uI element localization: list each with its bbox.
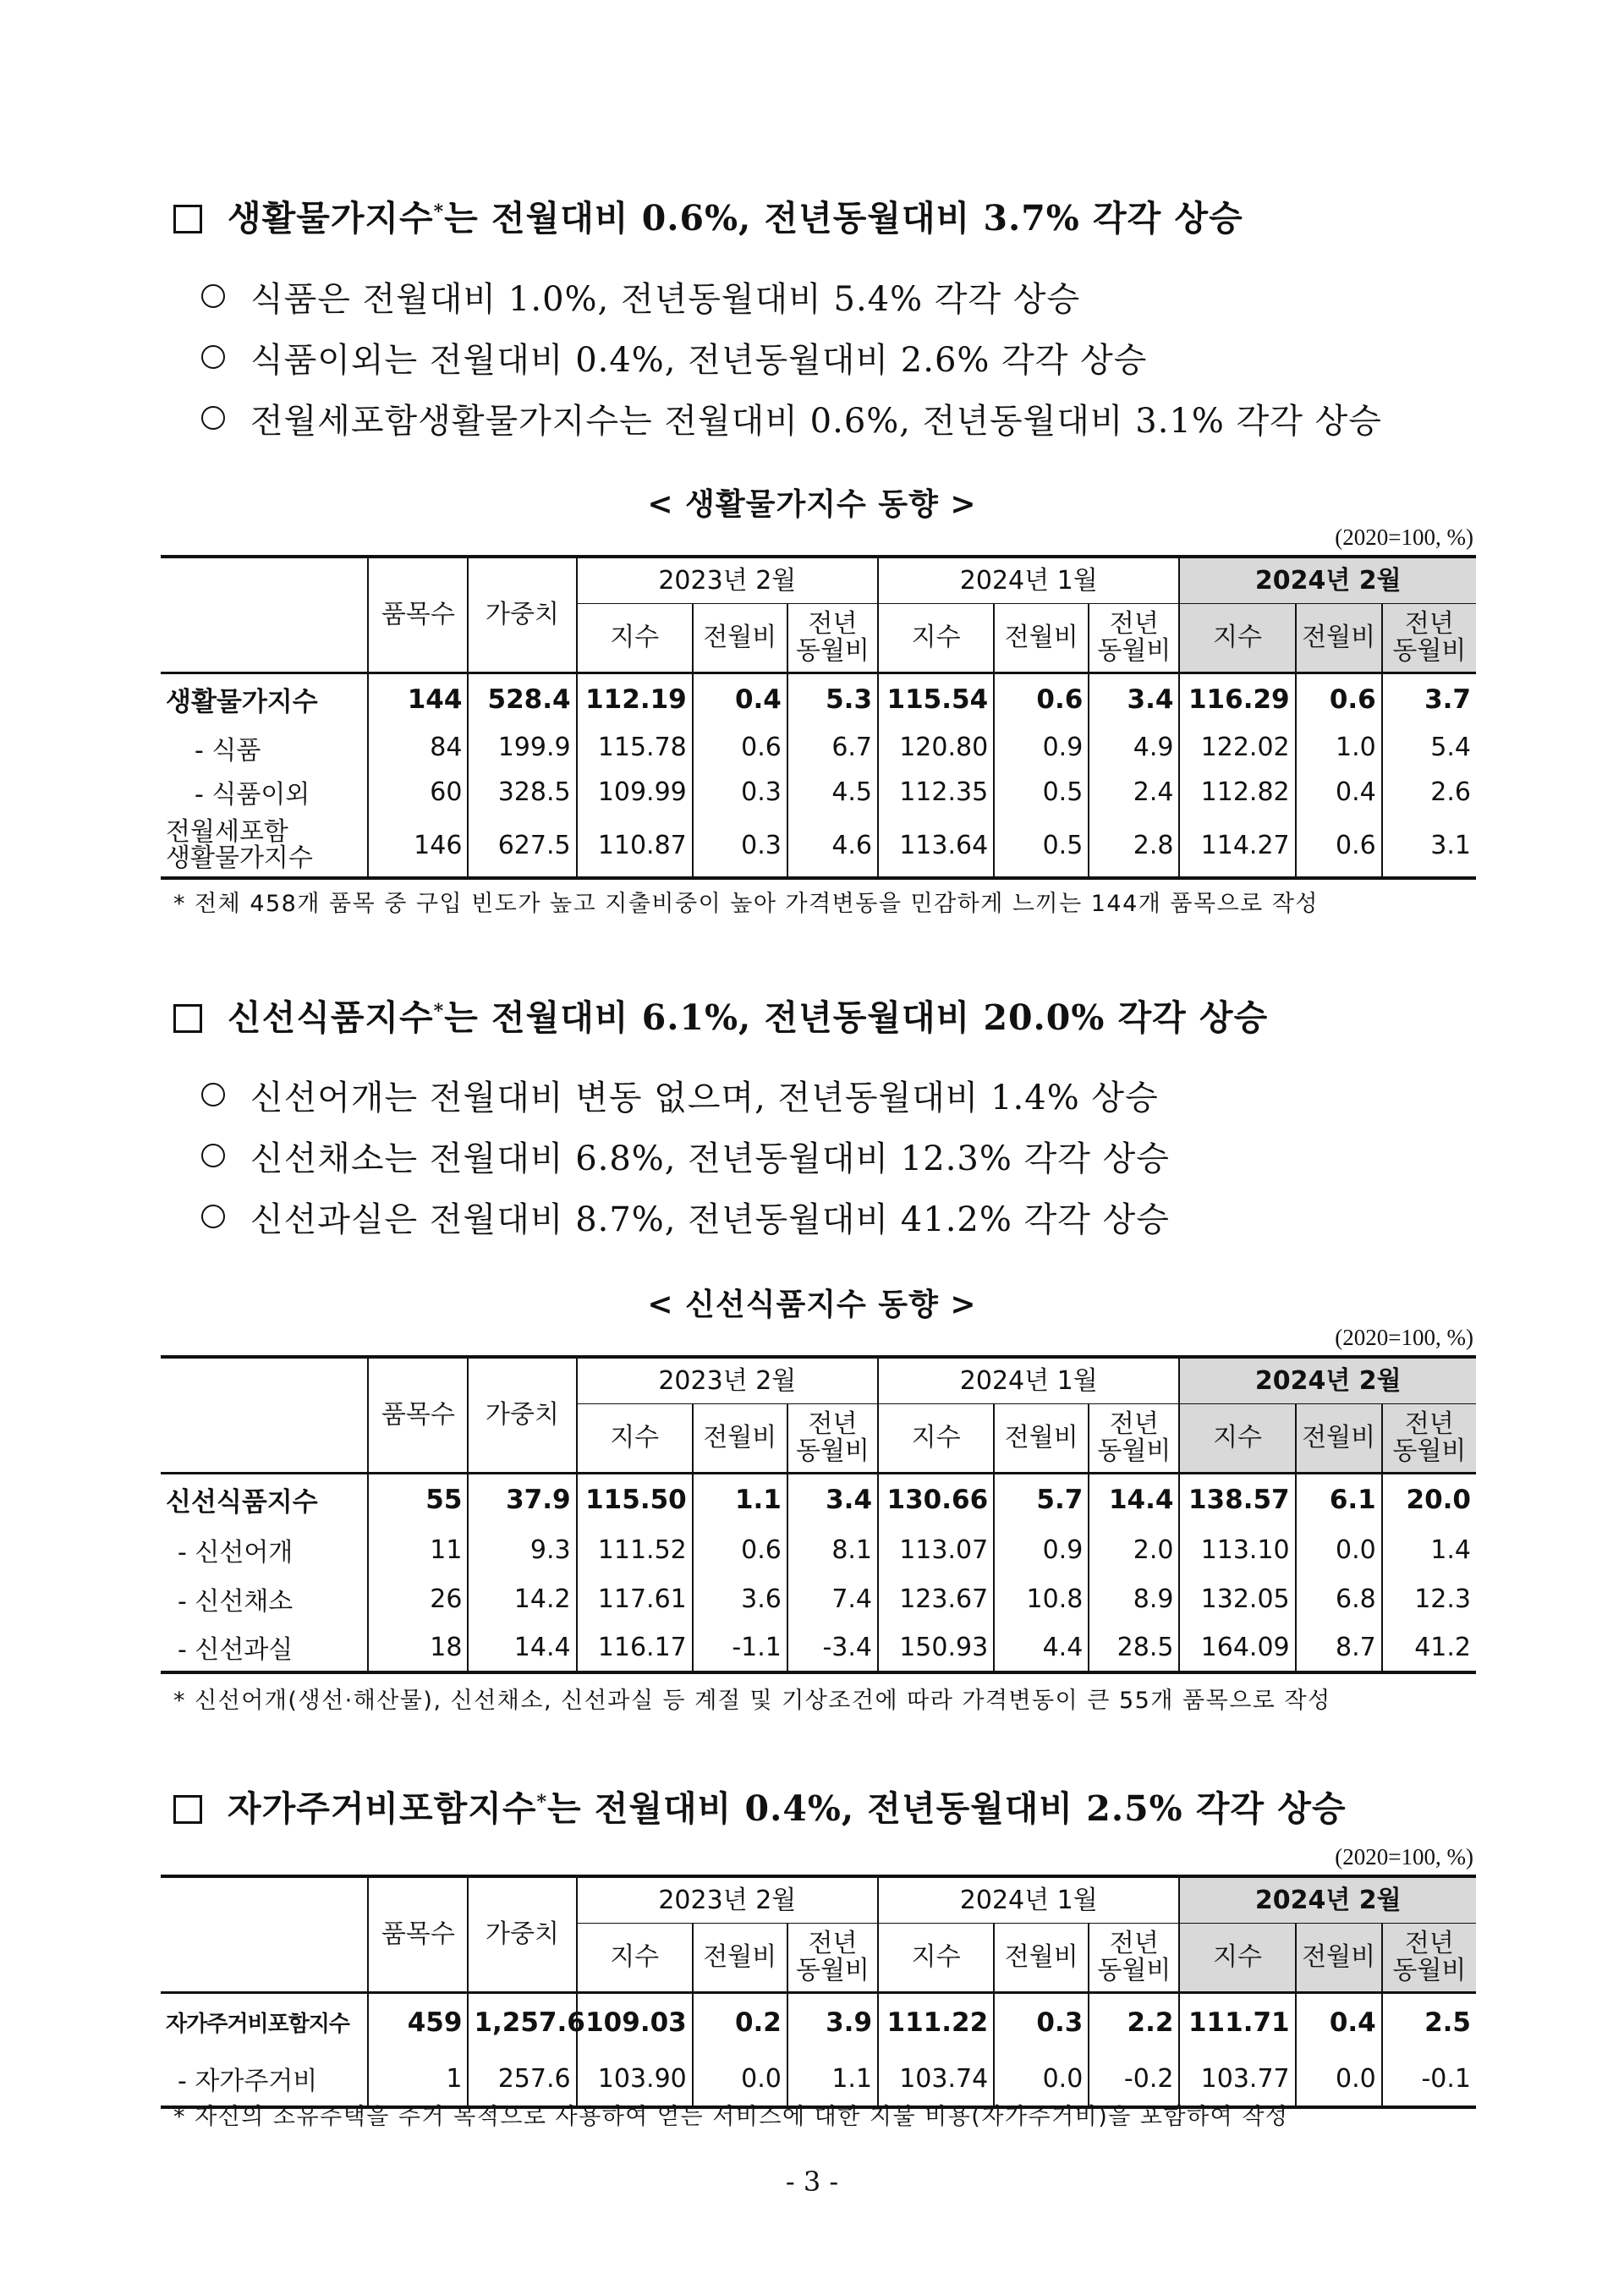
living-price-table bbox=[161, 555, 1476, 880]
header-yoy: 전년 동월비 bbox=[787, 603, 878, 673]
table-cell: 0.0 bbox=[994, 2051, 1089, 2107]
table-cell: 115.54 bbox=[878, 673, 994, 725]
table-cell: 130.66 bbox=[878, 1473, 994, 1525]
header-mom: 전월비 bbox=[1296, 1923, 1382, 1992]
table-cell: 1.0 bbox=[1296, 725, 1382, 770]
table-cell: 113.64 bbox=[878, 814, 994, 878]
header-weight: 가중치 bbox=[468, 557, 576, 673]
header-index: 지수 bbox=[577, 603, 693, 673]
table-cell: 103.77 bbox=[1179, 2051, 1295, 2107]
row-label: 전월세포함 생활물가지수 bbox=[166, 816, 313, 873]
table-cell: 3.4 bbox=[787, 1473, 878, 1525]
circle-bullet-icon bbox=[201, 284, 225, 308]
table-cell: 55 bbox=[368, 1473, 468, 1525]
table-cell: -1.1 bbox=[693, 1623, 787, 1672]
table-cell: 627.5 bbox=[468, 814, 576, 878]
table-cell: 138.57 bbox=[1179, 1473, 1295, 1525]
header-index: 지수 bbox=[1179, 603, 1295, 673]
header-yoy: 전년 동월비 bbox=[787, 1403, 878, 1473]
table-cell: 3.1 bbox=[1382, 814, 1476, 878]
table-cell: 3.9 bbox=[787, 1992, 878, 2051]
table-row bbox=[161, 1574, 1476, 1623]
table-cell: 2.8 bbox=[1089, 814, 1179, 878]
table-cell: 26 bbox=[368, 1574, 468, 1623]
table-cell: 0.9 bbox=[994, 725, 1089, 770]
table-cell: 103.74 bbox=[878, 2051, 994, 2107]
table-row bbox=[161, 1623, 1476, 1672]
table-cell: 115.50 bbox=[577, 1473, 693, 1525]
table-cell: 1.1 bbox=[787, 2051, 878, 2107]
table-cell: 112.35 bbox=[878, 770, 994, 814]
header-period-3: 2024년 2월 bbox=[1179, 1357, 1476, 1403]
table-cell: 41.2 bbox=[1382, 1623, 1476, 1672]
table-cell: 6.8 bbox=[1296, 1574, 1382, 1623]
table-cell: 164.09 bbox=[1179, 1623, 1295, 1672]
page-number: - 3 - bbox=[785, 2166, 839, 2198]
table-cell: 6.7 bbox=[787, 725, 878, 770]
table-cell: 103.90 bbox=[577, 2051, 693, 2107]
table-cell: 110.87 bbox=[577, 814, 693, 878]
table-cell: 116.17 bbox=[577, 1623, 693, 1672]
header-index: 지수 bbox=[878, 1923, 994, 1992]
table-cell: 2.5 bbox=[1382, 1992, 1476, 2051]
table-cell: 111.22 bbox=[878, 1992, 994, 2051]
table-cell: 199.9 bbox=[468, 725, 576, 770]
section2-footnote: * 신선어개(생선·해산물), 신선채소, 신선과실 등 계절 및 기상조건에 따라 가격변동이 큰 55개 품목으로 작성 bbox=[173, 1688, 1331, 1714]
table-cell: 84 bbox=[368, 725, 468, 770]
header-yoy: 전년 동월비 bbox=[1382, 1403, 1476, 1473]
header-index: 지수 bbox=[878, 603, 994, 673]
header-period-1: 2023년 2월 bbox=[577, 1876, 878, 1923]
table-cell: -0.2 bbox=[1089, 2051, 1179, 2107]
table-cell: 12.3 bbox=[1382, 1574, 1476, 1623]
header-index: 지수 bbox=[577, 1923, 693, 1992]
section1-bullet-1: 식품은 전월대비 1.0%, 전년동월대비 5.4% 각각 상승 bbox=[201, 272, 1080, 321]
section2-bullet-3: 신선과실은 전월대비 8.7%, 전년동월대비 41.2% 각각 상승 bbox=[201, 1193, 1170, 1241]
table-cell: 132.05 bbox=[1179, 1574, 1295, 1623]
header-items: 품목수 bbox=[368, 1876, 468, 1992]
circle-bullet-icon bbox=[201, 1083, 225, 1106]
header-blank bbox=[161, 557, 368, 673]
table-cell: 328.5 bbox=[468, 770, 576, 814]
row-label: 신선식품지수 bbox=[161, 1473, 368, 1525]
row-label: - 신선과실 bbox=[178, 1635, 294, 1665]
section1-bullet-3: 전월세포함생활물가지수는 전월대비 0.6%, 전년동월대비 3.1% 각각 상승 bbox=[201, 394, 1382, 442]
section3-heading: 자가주거비포함지수*는 전월대비 0.4%, 전년동월대비 2.5% 각각 상승 bbox=[173, 1781, 1347, 1831]
table-cell: 111.52 bbox=[577, 1525, 693, 1574]
table-cell: 5.4 bbox=[1382, 725, 1476, 770]
circle-bullet-icon bbox=[201, 1205, 225, 1228]
table-cell: 4.9 bbox=[1089, 725, 1179, 770]
table-cell: 112.82 bbox=[1179, 770, 1295, 814]
table-cell: 14.4 bbox=[1089, 1473, 1179, 1525]
header-items: 품목수 bbox=[368, 1357, 468, 1473]
table-cell: 0.3 bbox=[994, 1992, 1089, 2051]
table-cell: 0.0 bbox=[1296, 1525, 1382, 1574]
header-mom: 전월비 bbox=[994, 1403, 1089, 1473]
header-period-3: 2024년 2월 bbox=[1179, 557, 1476, 603]
table-row bbox=[161, 725, 1476, 770]
table-cell: 1.4 bbox=[1382, 1525, 1476, 1574]
header-period-2: 2024년 1월 bbox=[878, 557, 1179, 603]
table-cell: 0.9 bbox=[994, 1525, 1089, 1574]
table-cell: 0.0 bbox=[693, 2051, 787, 2107]
header-blank bbox=[161, 1357, 368, 1473]
row-label: 자가주거비포함지수 bbox=[161, 1992, 368, 2051]
table-cell: 8.1 bbox=[787, 1525, 878, 1574]
table-cell: 459 bbox=[368, 1992, 468, 2051]
table-cell: 5.7 bbox=[994, 1473, 1089, 1525]
header-period-2: 2024년 1월 bbox=[878, 1876, 1179, 1923]
table-cell: 37.9 bbox=[468, 1473, 576, 1525]
table-cell: 10.8 bbox=[994, 1574, 1089, 1623]
header-period-3: 2024년 2월 bbox=[1179, 1876, 1476, 1923]
table-cell: 0.3 bbox=[693, 814, 787, 878]
table-cell: 117.61 bbox=[577, 1574, 693, 1623]
table-row bbox=[161, 1473, 1476, 1525]
header-weight: 가중치 bbox=[468, 1876, 576, 1992]
table-cell: 8.9 bbox=[1089, 1574, 1179, 1623]
table-cell: 3.6 bbox=[693, 1574, 787, 1623]
header-period-1: 2023년 2월 bbox=[577, 1357, 878, 1403]
header-yoy: 전년 동월비 bbox=[1089, 1923, 1179, 1992]
row-label: - 신선어개 bbox=[178, 1538, 294, 1568]
table-cell: 3.4 bbox=[1089, 673, 1179, 725]
table-cell: 144 bbox=[368, 673, 468, 725]
header-mom: 전월비 bbox=[1296, 1403, 1382, 1473]
table-cell: 2.6 bbox=[1382, 770, 1476, 814]
fresh-food-table bbox=[161, 1355, 1476, 1674]
checkbox-square-icon bbox=[173, 1004, 202, 1033]
header-mom: 전월비 bbox=[693, 1403, 787, 1473]
header-period-1: 2023년 2월 bbox=[577, 557, 878, 603]
header-mom: 전월비 bbox=[693, 603, 787, 673]
header-yoy: 전년 동월비 bbox=[1382, 1923, 1476, 1992]
row-label: 생활물가지수 bbox=[161, 673, 368, 725]
table-cell: 8.7 bbox=[1296, 1623, 1382, 1672]
table-cell: 18 bbox=[368, 1623, 468, 1672]
table-cell: 111.71 bbox=[1179, 1992, 1295, 2051]
header-mom: 전월비 bbox=[994, 1923, 1089, 1992]
header-mom: 전월비 bbox=[693, 1923, 787, 1992]
table-cell: 114.27 bbox=[1179, 814, 1295, 878]
table-cell: 3.7 bbox=[1382, 673, 1476, 725]
table-cell: 109.99 bbox=[577, 770, 693, 814]
header-weight: 가중치 bbox=[468, 1357, 576, 1473]
table-cell: 14.2 bbox=[468, 1574, 576, 1623]
table-cell: 115.78 bbox=[577, 725, 693, 770]
table-cell: 146 bbox=[368, 814, 468, 878]
row-label: - 식품 bbox=[195, 735, 261, 766]
header-blank bbox=[161, 1876, 368, 1992]
table-row bbox=[161, 1525, 1476, 1574]
section1-heading: 생활물가지수*는 전월대비 0.6%, 전년동월대비 3.7% 각각 상승 bbox=[173, 190, 1243, 240]
table-cell: 0.2 bbox=[693, 1992, 787, 2051]
circle-bullet-icon bbox=[201, 406, 225, 430]
header-yoy: 전년 동월비 bbox=[787, 1923, 878, 1992]
header-index: 지수 bbox=[1179, 1403, 1295, 1473]
table-cell: 2.4 bbox=[1089, 770, 1179, 814]
table-cell: 1 bbox=[368, 2051, 468, 2107]
header-period-2: 2024년 1월 bbox=[878, 1357, 1179, 1403]
table-cell: 4.6 bbox=[787, 814, 878, 878]
table-cell: 0.6 bbox=[1296, 673, 1382, 725]
table-cell: 4.4 bbox=[994, 1623, 1089, 1672]
table-cell: 7.4 bbox=[787, 1574, 878, 1623]
section3-unit: (2020=100, %) bbox=[1335, 1844, 1473, 1869]
table-cell: 0.4 bbox=[1296, 770, 1382, 814]
header-index: 지수 bbox=[577, 1403, 693, 1473]
section2-caption: < 신선식품지수 동향 > bbox=[647, 1287, 977, 1322]
section1-bullet-2: 식품이외는 전월대비 0.4%, 전년동월대비 2.6% 각각 상승 bbox=[201, 333, 1147, 382]
table-row bbox=[161, 814, 1476, 878]
header-yoy: 전년 동월비 bbox=[1382, 603, 1476, 673]
table-cell: 1.1 bbox=[693, 1473, 787, 1525]
table-cell: 0.4 bbox=[693, 673, 787, 725]
section2-heading: 신선식품지수*는 전월대비 6.1%, 전년동월대비 20.0% 각각 상승 bbox=[173, 990, 1268, 1040]
table-cell: 6.1 bbox=[1296, 1473, 1382, 1525]
table-cell: 4.5 bbox=[787, 770, 878, 814]
table-cell: 1,257.6 bbox=[468, 1992, 576, 2051]
table-row bbox=[161, 770, 1476, 814]
circle-bullet-icon bbox=[201, 345, 225, 369]
table-cell: 14.4 bbox=[468, 1623, 576, 1672]
section2-bullet-2: 신선채소는 전월대비 6.8%, 전년동월대비 12.3% 각각 상승 bbox=[201, 1132, 1170, 1180]
table-cell: -3.4 bbox=[787, 1623, 878, 1672]
checkbox-square-icon bbox=[173, 1795, 202, 1824]
table-cell: 0.6 bbox=[693, 1525, 787, 1574]
row-label: - 자가주거비 bbox=[178, 2067, 318, 2096]
header-yoy: 전년 동월비 bbox=[1089, 1403, 1179, 1473]
table-row bbox=[161, 673, 1476, 725]
table-cell: 9.3 bbox=[468, 1525, 576, 1574]
section2-unit: (2020=100, %) bbox=[1335, 1325, 1473, 1350]
table-cell: 0.6 bbox=[1296, 814, 1382, 878]
table-cell: 109.03 bbox=[577, 1992, 693, 2051]
table-cell: 2.2 bbox=[1089, 1992, 1179, 2051]
table-cell: 112.19 bbox=[577, 673, 693, 725]
table-cell: 5.3 bbox=[787, 673, 878, 725]
section1-caption: < 생활물가지수 동향 > bbox=[647, 486, 977, 522]
table-cell: 60 bbox=[368, 770, 468, 814]
table-cell: 0.5 bbox=[994, 814, 1089, 878]
table-cell: 116.29 bbox=[1179, 673, 1295, 725]
header-mom: 전월비 bbox=[994, 603, 1089, 673]
header-mom: 전월비 bbox=[1296, 603, 1382, 673]
checkbox-square-icon bbox=[173, 205, 202, 233]
table-cell: 11 bbox=[368, 1525, 468, 1574]
header-yoy: 전년 동월비 bbox=[1089, 603, 1179, 673]
row-label: - 신선채소 bbox=[178, 1587, 294, 1617]
table-cell: 0.0 bbox=[1296, 2051, 1382, 2107]
table-cell: 0.3 bbox=[693, 770, 787, 814]
table-cell: 122.02 bbox=[1179, 725, 1295, 770]
table-cell: 123.67 bbox=[878, 1574, 994, 1623]
table-cell: 20.0 bbox=[1382, 1473, 1476, 1525]
table-cell: 0.6 bbox=[693, 725, 787, 770]
table-cell: 150.93 bbox=[878, 1623, 994, 1672]
section3-footnote: * 자신의 소유주택을 주거 목적으로 사용하여 얻는 서비스에 대한 지불 비용(자가주거비)을 포함하여 작성 bbox=[173, 2104, 1289, 2130]
table-cell: -0.1 bbox=[1382, 2051, 1476, 2107]
owner-housing-table bbox=[161, 1875, 1476, 2109]
table-cell: 2.0 bbox=[1089, 1525, 1179, 1574]
row-label: - 식품이외 bbox=[195, 780, 310, 810]
table-cell: 0.5 bbox=[994, 770, 1089, 814]
circle-bullet-icon bbox=[201, 1144, 225, 1167]
table-cell: 0.6 bbox=[994, 673, 1089, 725]
table-cell: 120.80 bbox=[878, 725, 994, 770]
table-cell: 0.4 bbox=[1296, 1992, 1382, 2051]
table-cell: 528.4 bbox=[468, 673, 576, 725]
section1-footnote: * 전체 458개 품목 중 구입 빈도가 높고 지출비중이 높아 가격변동을 민감하게 느끼는 144개 품목으로 작성 bbox=[173, 891, 1320, 917]
table-cell: 113.07 bbox=[878, 1525, 994, 1574]
table-cell: 113.10 bbox=[1179, 1525, 1295, 1574]
header-index: 지수 bbox=[1179, 1923, 1295, 1992]
header-index: 지수 bbox=[878, 1403, 994, 1473]
section1-unit: (2020=100, %) bbox=[1335, 524, 1473, 550]
table-cell: 257.6 bbox=[468, 2051, 576, 2107]
header-items: 품목수 bbox=[368, 557, 468, 673]
table-cell: 28.5 bbox=[1089, 1623, 1179, 1672]
section2-bullet-1: 신선어개는 전월대비 변동 없으며, 전년동월대비 1.4% 상승 bbox=[201, 1071, 1159, 1119]
table-row bbox=[161, 1992, 1476, 2051]
